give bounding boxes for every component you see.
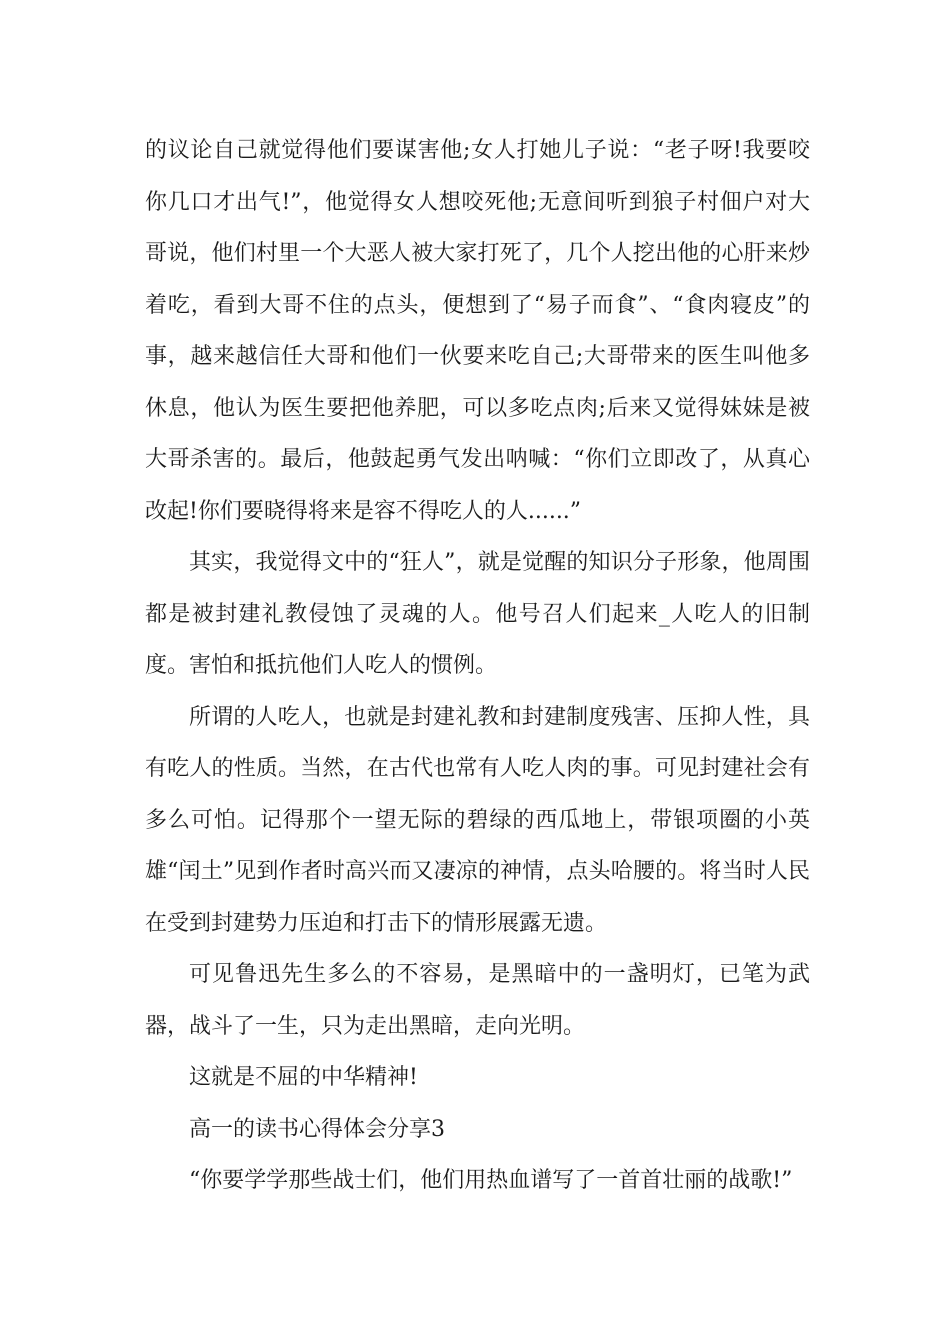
- paragraph-2: 其实，我觉得文中的“狂人”，就是觉醒的知识分子形象，他周围都是被封建礼教侵蚀了灵魂的人。他号召人们起来_人吃人的旧制度。害怕和抵抗他们人吃人的惯例。: [145, 550, 810, 678]
- document-body: [145, 125, 810, 1207]
- paragraph-4: 可见鲁迅先生多么的不容易，是黑暗中的一盏明灯，已笔为武器，战斗了一生，只为走出黑暗，走向光明。: [145, 962, 810, 1039]
- paragraph-1: 的议论自己就觉得他们要谋害他;女人打她儿子说：“老子呀!我要咬你几口才出气!”，他觉得女人想咬死他;无意间听到狼子村佃户对大哥说，他们村里一个大恶人被大家打死了，几个人挖出他的心肝来炒着吃，看到大哥不住的点头，便想到了“易子而食”、“食肉寝皮”的事，越来越信任大哥和他们一伙要来吃自己;大哥带来的医生叫他多休息，他认为医生要把他养肥，可以多吃点肉;后来又觉得妹妹是被大哥杀害的。最后，他鼓起勇气发出呐喊：“你们立即改了，从真心改起!你们要晓得将来是容不得吃人的人......”: [145, 138, 810, 524]
- paragraph-5: 这就是不屈的中华精神!: [189, 1065, 418, 1090]
- section-heading: 高一的读书心得体会分享3: [189, 1116, 445, 1142]
- paragraph-6: “你要学学那些战士们，他们用热血谱写了一首首壮丽的战歌!”: [189, 1168, 793, 1193]
- paragraph-3: 所谓的人吃人，也就是封建礼教和封建制度残害、压抑人性，具有吃人的性质。当然，在古代也常有人吃人肉的事。可见封建社会有多么可怕。记得那个一望无际的碧绿的西瓜地上，带银项圈的小英雄“闰土”见到作者时高兴而又凄凉的神情，点头哈腰的。将当时人民在受到封建势力压迫和打击下的情形展露无遗。: [145, 704, 810, 936]
